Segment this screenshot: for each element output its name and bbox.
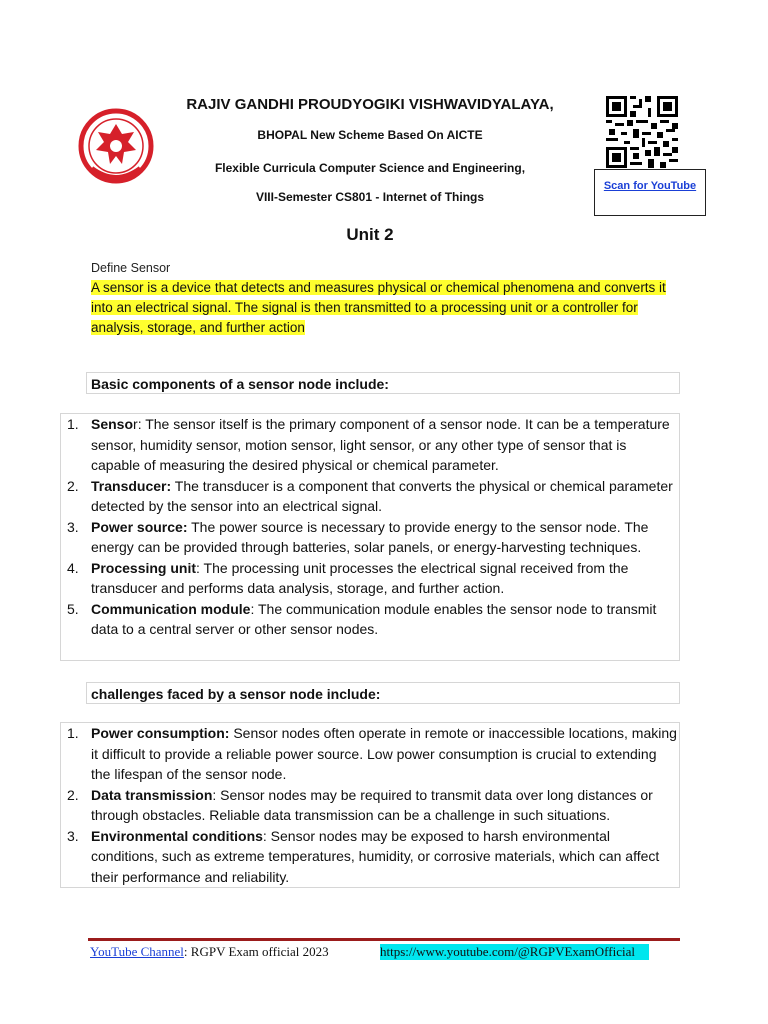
scheme-line: BHOPAL New Scheme Based On AICTE	[257, 128, 483, 142]
semester-line: VIII-Semester CS801 - Internet of Things	[255, 190, 485, 204]
list-item: 1. Sensor: The sensor itself is the primary component of a sensor node. It can be a temperature sensor, humidity sensor, motion sensor, light sensor, or any other type of sensor that is capable of measuring the desired physical or chemical parameter.	[67, 416, 670, 473]
list-item: 5. Communication module: The communication module enables the sensor node to transmit data to a central server or other sensor nodes.	[67, 600, 657, 637]
qr-caption-box	[594, 169, 706, 216]
footer-channel	[90, 944, 329, 960]
list-item: 3. Environmental conditions: Sensor nodes may be exposed to harsh environmental conditions, such as extreme temperatures, humidity, or corrosive materials, which can affect their performance and reliability.	[67, 827, 660, 885]
youtube-url[interactable]: https://www.youtube.com/@RGPVExamOfficial	[380, 944, 649, 960]
channel-name: : RGPV Exam official 2023	[183, 944, 329, 959]
challenges-heading: challenges faced by a sensor node include:	[86, 682, 680, 704]
define-sensor-text	[91, 278, 687, 338]
define-sensor-highlight: A sensor is a device that detects and measures physical or chemical phenomena and converts it into an electrical signal. The signal is then transmitted to a processing unit or a controller for analysis, storage, and further action	[91, 280, 666, 335]
list-item: 3. Power source: The power source is necessary to provide energy to the sensor node. The energy can be provided through batteries, solar panels, or energy-harvesting techniques.	[67, 518, 649, 555]
unit-title: Unit 2	[346, 225, 394, 244]
components-heading: Basic components of a sensor node include:	[86, 372, 680, 394]
list-item: 4. Processing unit: The processing unit processes the electrical signal received from the transducer and performs data analysis, storage, and further action.	[67, 559, 629, 596]
scan-youtube-link[interactable]: Scan for YouTube	[603, 180, 697, 192]
list-item: 2. Data transmission: Sensor nodes may be required to transmit data over long distances or through obstacles. Reliable data transmission can be a challenge in such situations.	[67, 786, 653, 823]
footer-rule	[88, 938, 680, 941]
list-item: 2. Transducer: The transducer is a component that converts the physical or chemical parameter detected by the sensor into an electrical signal.	[67, 477, 673, 514]
university-title: RAJIV GANDHI PROUDYOGIKI VISHWAVIDYALAYA,	[186, 96, 554, 113]
define-sensor-label: Define Sensor	[91, 261, 171, 275]
university-seal-icon	[78, 108, 154, 188]
challenges-list	[60, 722, 680, 888]
components-list	[60, 413, 680, 661]
youtube-channel-link[interactable]: YouTube Channel	[90, 944, 184, 959]
list-item: 1. Power consumption: Sensor nodes often operate in remote or inaccessible locations, making it difficult to provide a reliable power source. Low power consumption is crucial to extending the lifespan of the sensor node.	[67, 725, 677, 782]
qr-code-icon	[606, 96, 678, 168]
curricula-line: Flexible Curricula Computer Science and Engineering,	[214, 161, 526, 175]
